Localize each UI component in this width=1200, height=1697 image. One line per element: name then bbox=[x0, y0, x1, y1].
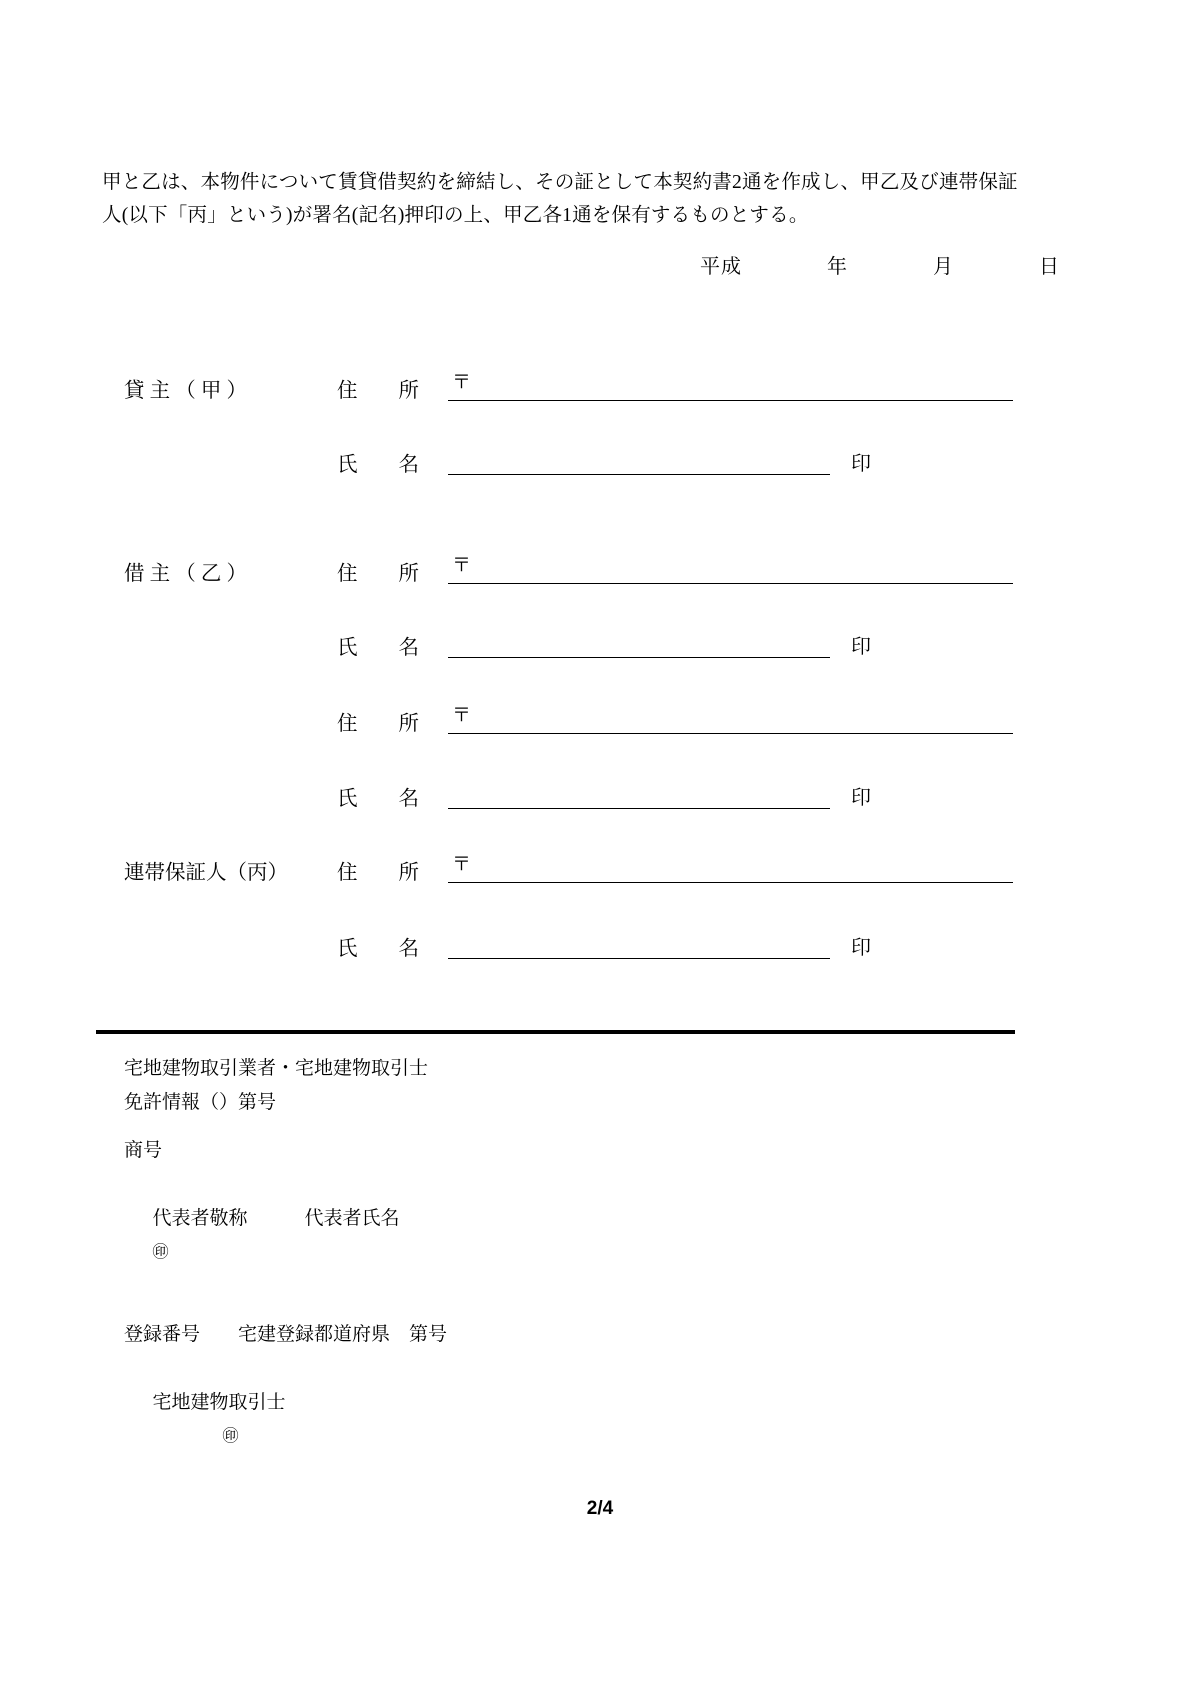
date-day: 日 bbox=[1039, 256, 1060, 278]
field-label-landlord-name: 氏 名 bbox=[337, 454, 419, 476]
input-line-guarantor-address[interactable] bbox=[448, 882, 1013, 883]
agent-title: 宅地建物取引士 bbox=[152, 1392, 286, 1413]
input-line-tenant-address-2[interactable] bbox=[448, 733, 1013, 734]
page-number: 2/4 bbox=[586, 1498, 614, 1519]
section-divider bbox=[96, 1030, 1015, 1034]
agent-representative: 代表者敬称 代表者氏名 bbox=[152, 1208, 400, 1229]
intro-line-1: 甲と乙は、本物件について賃貸借契約を締結し、その証として本契約書2通を作成し、甲乙及び連帯保証 bbox=[102, 172, 1018, 193]
agent-license: 免許情報（）第号 bbox=[124, 1092, 277, 1113]
postal-mark-icon: 〒 bbox=[452, 854, 472, 875]
date-line bbox=[700, 250, 1060, 279]
agent-block bbox=[124, 1052, 924, 1488]
agent-title-row bbox=[124, 1352, 924, 1488]
input-line-tenant-name-2[interactable] bbox=[448, 808, 830, 809]
role-label-tenant: 借 主 （ 乙 ） bbox=[124, 563, 247, 585]
seal-label-tenant-1: 印 bbox=[851, 636, 871, 658]
date-month: 月 bbox=[933, 256, 954, 278]
seal-icon: ㊞ bbox=[152, 1244, 169, 1261]
field-label-tenant-name-2: 氏 名 bbox=[337, 788, 419, 810]
spacer bbox=[124, 1304, 924, 1318]
input-line-landlord-name[interactable] bbox=[448, 474, 830, 475]
field-label-tenant-address-2: 住 所 bbox=[337, 713, 419, 735]
seal-label-guarantor: 印 bbox=[851, 937, 871, 959]
role-label-guarantor: 連帯保証人（丙） bbox=[124, 862, 288, 884]
date-year: 年 bbox=[827, 256, 848, 278]
input-line-landlord-address[interactable] bbox=[448, 400, 1013, 401]
agent-heading: 宅地建物取引業者・宅地建物取引士 bbox=[124, 1058, 429, 1079]
postal-mark-icon: 〒 bbox=[452, 372, 472, 393]
date-era: 平成 bbox=[700, 256, 742, 278]
intro-line-2: 人(以下「丙」という)が署名(記名)押印の上、甲乙各1通を保有するものとする。 bbox=[102, 205, 809, 226]
seal-icon: ㊞ bbox=[222, 1428, 239, 1445]
postal-mark-icon: 〒 bbox=[452, 705, 472, 726]
role-label-landlord: 貸 主 （ 甲 ） bbox=[124, 380, 247, 402]
field-label-guarantor-address: 住 所 bbox=[337, 862, 419, 884]
input-line-tenant-name-1[interactable] bbox=[448, 657, 830, 658]
spacer bbox=[124, 1120, 924, 1134]
input-line-guarantor-name[interactable] bbox=[448, 958, 830, 959]
agent-registration: 登録番号 宅建登録都道府県 第号 bbox=[124, 1324, 448, 1345]
agent-representative-row bbox=[124, 1168, 924, 1304]
input-line-tenant-address-1[interactable] bbox=[448, 583, 1013, 584]
seal-label-landlord: 印 bbox=[851, 453, 871, 475]
agent-company-label: 商号 bbox=[124, 1140, 163, 1161]
intro-paragraph bbox=[102, 166, 1117, 232]
seal-label-tenant-2: 印 bbox=[851, 787, 871, 809]
field-label-tenant-address-1: 住 所 bbox=[337, 563, 419, 585]
field-label-tenant-name-1: 氏 名 bbox=[337, 637, 419, 659]
field-label-guarantor-name: 氏 名 bbox=[337, 938, 419, 960]
postal-mark-icon: 〒 bbox=[452, 555, 472, 576]
field-label-landlord-address: 住 所 bbox=[337, 380, 419, 402]
